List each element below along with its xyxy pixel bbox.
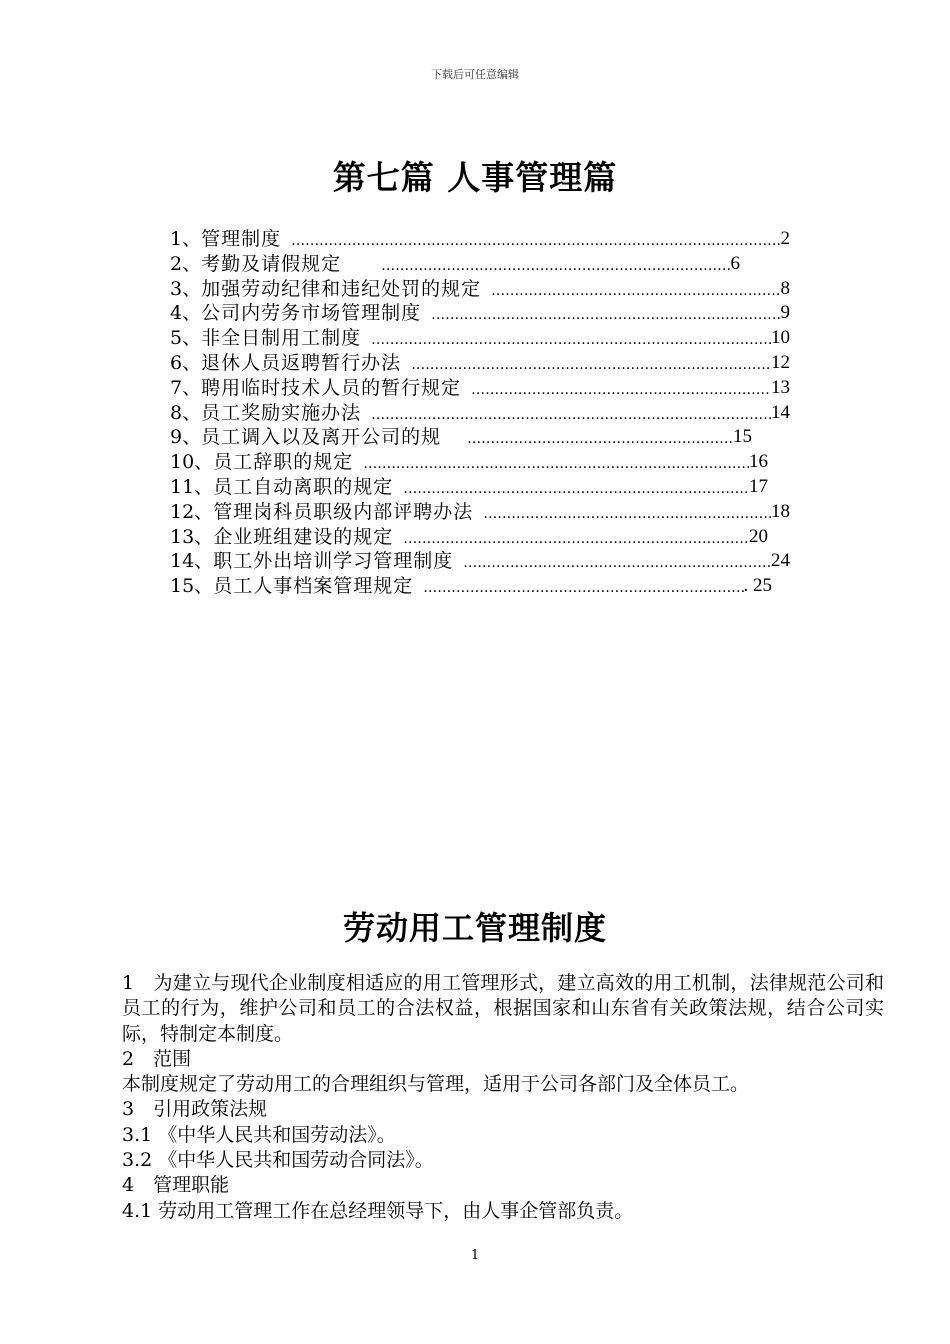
toc-leader xyxy=(371,326,771,351)
toc-entry[interactable]: 7、 聘用临时技术人员的暂行规定 ……………………………………………………………………………………………………………………………… 13 xyxy=(170,376,790,401)
toc-entry[interactable]: 15、 员工人事档案管理规定 ……………………………………………………………………………………………………………………………… . 25 xyxy=(170,574,790,599)
toc-leader xyxy=(467,425,733,450)
toc-entry[interactable]: 10、 员工辞职的规定 ……………………………………………………………………………………………………………………………… 16 xyxy=(170,450,790,475)
toc-entry[interactable]: 12、 管理岗科员职级内部评聘办法 ……………………………………………………………………………………………………………………………… 18 xyxy=(170,500,790,525)
toc-entry[interactable]: 8、 员工奖励实施办法 ……………………………………………………………………………………………………………………………… 14 xyxy=(170,401,790,426)
section-heading: 3 引用政策法规 xyxy=(122,1098,268,1121)
toc-leader xyxy=(403,475,749,500)
paragraph: 3.1 《中华人民共和国劳动法》。 xyxy=(122,1123,396,1146)
toc-leader xyxy=(371,401,771,426)
paragraph: 4.1 劳动用工管理工作在总经理领导下，由人事企管部负责。 xyxy=(122,1199,634,1222)
toc-leader xyxy=(483,500,771,525)
document-body xyxy=(122,971,884,1224)
section-heading: 2 范围 xyxy=(122,1047,192,1070)
toc-entry[interactable]: 4、 公司内劳务市场管理制度 ……………………………………………………………………………………………………………………………… 9 xyxy=(170,301,790,326)
toc-entry[interactable]: 6、 退休人员返聘暂行办法 ……………………………………………………………………………………………………………………………… 12 xyxy=(170,351,790,376)
document-title: 劳动用工管理制度 xyxy=(342,909,607,947)
toc-leader xyxy=(363,450,749,475)
paragraph: 本制度规定了劳动用工的合理组织与管理，适用于公司各部门及全体员工。 xyxy=(122,1073,750,1096)
section-heading: 4 管理职能 xyxy=(122,1174,230,1197)
toc-entry[interactable]: 13、 企业班组建设的规定 ……………………………………………………………………………………………………………………………… 20 xyxy=(170,525,790,550)
toc-entry[interactable]: 3、 加强劳动纪律和违纪处罚的规定 ……………………………………………………………………………………………………………………………… 8 xyxy=(170,277,790,302)
toc-leader xyxy=(403,525,749,550)
toc-leader xyxy=(291,227,780,252)
header-note: 下载后可任意编辑 xyxy=(431,68,519,81)
paragraph: 1 为建立与现代企业制度相适应的用工管理形式，建立高效的用工机制，法律规范公司和员工的行为，维护公司和员工的合法权益，根据国家和山东省有关政策法规，结合公司实际，特制定本制度。 xyxy=(122,972,884,1045)
toc-entry[interactable]: 11、 员工自动离职的规定 ……………………………………………………………………………………………………………………………… 17 xyxy=(170,475,790,500)
page-number: 1 xyxy=(470,1248,480,1263)
toc-entry[interactable]: 2、 考勤及请假规定 ……………………………………………………………………………………………………………………………… 6 xyxy=(170,252,790,277)
paragraph: 3.2 《中华人民共和国劳动合同法》。 xyxy=(122,1149,434,1172)
toc-entry[interactable]: 9、 员工调入以及离开公司的规 ……………………………………………………………………………………………………………………………… 15 xyxy=(170,425,790,450)
toc-leader xyxy=(381,252,730,277)
toc-leader xyxy=(423,574,743,599)
toc-entry[interactable]: 14、 职工外出培训学习管理制度 ……………………………………………………………………………………………………………………………… 24 xyxy=(170,549,790,574)
toc-leader xyxy=(431,301,780,326)
table-of-contents xyxy=(170,227,790,599)
toc-leader xyxy=(471,376,771,401)
toc-leader xyxy=(411,351,771,376)
part-title: 第七篇 人事管理篇 xyxy=(332,158,618,197)
toc-leader xyxy=(463,549,771,574)
toc-entry[interactable]: 1、 管理制度 ……………………………………………………………………………………………………………………………… 2 xyxy=(170,227,790,252)
toc-leader xyxy=(491,277,780,302)
toc-entry[interactable]: 5、 非全日制用工制度 ……………………………………………………………………………………………………………………………… 10 xyxy=(170,326,790,351)
